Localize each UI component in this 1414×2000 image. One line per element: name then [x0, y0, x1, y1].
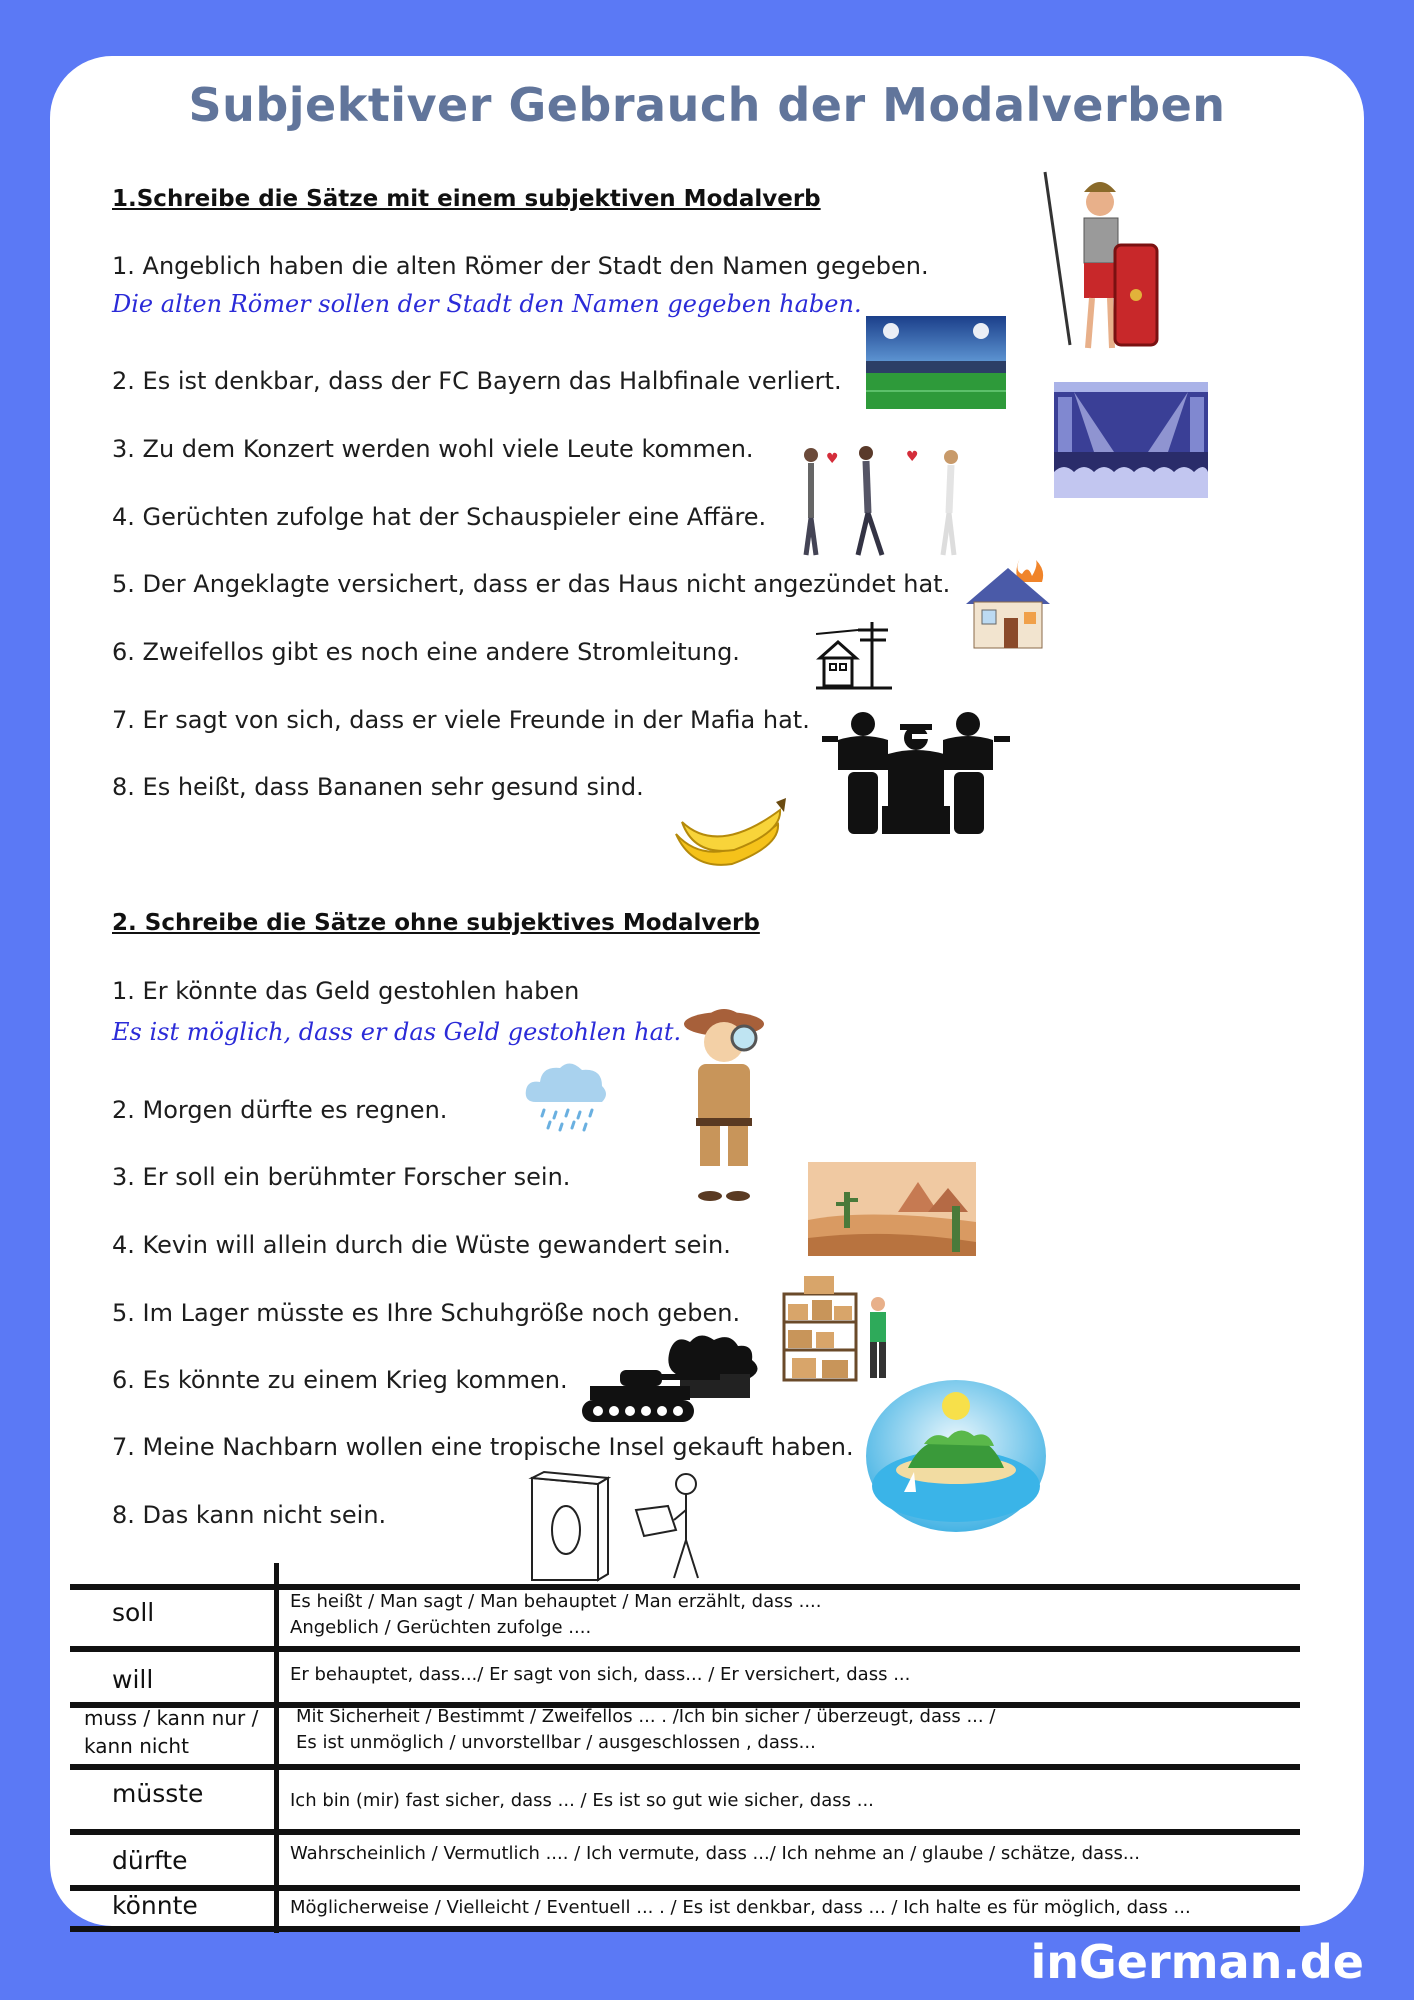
table-line — [70, 1926, 1300, 1932]
section1-heading: 1.Schreibe die Sätze mit einem subjektiven Modalverb — [112, 186, 821, 212]
modal-will: will — [112, 1665, 154, 1694]
s1-sentence-2: 2. Es ist denkbar, dass der FC Bayern das Halbfinale verliert. — [112, 367, 842, 395]
power-line-icon — [816, 620, 892, 690]
s1-example-answer: Die alten Römer sollen der Stadt den Namen gegeben haben. — [112, 290, 862, 318]
burning-house-icon — [962, 556, 1054, 652]
svg-text:♥: ♥ — [826, 451, 839, 467]
desc-muss-1: Mit Sicherheit / Bestimmt / Zweifellos ... . /Ich bin sicher / überzeugt, dass ... / — [296, 1706, 996, 1727]
table-line — [70, 1764, 1300, 1770]
brand-logo[interactable]: inGerman.de — [1030, 1935, 1364, 1989]
section2-heading: 2. Schreibe die Sätze ohne subjektives Modalverb — [112, 910, 760, 936]
box-sketch-icon — [528, 1470, 708, 1582]
modal-duerfte: dürfte — [112, 1846, 188, 1875]
s1-sentence-1: 1. Angeblich haben die alten Römer der Stadt den Namen gegeben. — [112, 252, 929, 280]
desc-muesste-1: Ich bin (mir) fast sicher, dass ... / Es ist so gut wie sicher, dass ... — [290, 1790, 874, 1811]
modal-muesste: müsste — [112, 1779, 204, 1808]
s2-example-answer: Es ist möglich, dass er das Geld gestohlen hat. — [112, 1018, 682, 1046]
page-title: Subjektiver Gebrauch der Modalverben — [188, 78, 1226, 132]
desc-soll-2: Angeblich / Gerüchten zufolge .... — [290, 1617, 592, 1638]
explorer-icon — [664, 994, 784, 1204]
table-line — [70, 1829, 1300, 1835]
modal-soll: soll — [112, 1598, 155, 1627]
modal-kann-nicht: kann nicht — [84, 1734, 189, 1758]
banana-icon — [672, 794, 792, 876]
desc-soll-1: Es heißt / Man sagt / Man behauptet / Man erzählt, dass .... — [290, 1591, 822, 1612]
desc-koennte-1: Möglicherweise / Vielleicht / Eventuell ... . / Es ist denkbar, dass ... / Ich halte es für möglich, dass ... — [290, 1897, 1191, 1918]
s2-sentence-5: 5. Im Lager müsste es Ihre Schuhgröße noch geben. — [112, 1299, 741, 1327]
concert-icon — [1054, 382, 1208, 498]
tropical-island-icon — [864, 1374, 1050, 1534]
desc-muss-2: Es ist unmöglich / unvorstellbar / ausgeschlossen , dass... — [296, 1732, 816, 1753]
s1-sentence-7: 7. Er sagt von sich, dass er viele Freunde in der Mafia hat. — [112, 706, 810, 734]
table-line — [70, 1646, 1300, 1652]
couple-affair-icon — [796, 443, 966, 558]
s2-sentence-6: 6. Es könnte zu einem Krieg kommen. — [112, 1366, 568, 1394]
tank-icon — [580, 1330, 774, 1428]
s1-sentence-6: 6. Zweifellos gibt es noch eine andere Stromleitung. — [112, 638, 740, 666]
s2-sentence-2: 2. Morgen dürfte es regnen. — [112, 1096, 448, 1124]
rain-cloud-icon — [522, 1058, 610, 1138]
desc-will-1: Er behauptet, dass.../ Er sagt von sich, dass... / Er versichert, dass ... — [290, 1664, 911, 1685]
s2-sentence-3: 3. Er soll ein berühmter Forscher sein. — [112, 1163, 571, 1191]
svg-text:♥: ♥ — [906, 449, 919, 465]
modal-muss: muss / kann nur / — [84, 1706, 259, 1730]
roman-soldier-icon — [1040, 170, 1170, 355]
s1-sentence-4: 4. Gerüchten zufolge hat der Schauspieler eine Affäre. — [112, 503, 767, 531]
s2-sentence-4: 4. Kevin will allein durch die Wüste gewandert sein. — [112, 1231, 731, 1259]
table-divider — [274, 1563, 279, 1933]
warehouse-icon — [782, 1274, 892, 1382]
s2-sentence-1: 1. Er könnte das Geld gestohlen haben — [112, 977, 580, 1005]
desert-icon — [808, 1162, 976, 1256]
modal-koennte: könnte — [112, 1891, 198, 1920]
mafia-icon — [818, 710, 1014, 836]
s2-sentence-7: 7. Meine Nachbarn wollen eine tropische Insel gekauft haben. — [112, 1433, 854, 1461]
desc-duerfte-1: Wahrscheinlich / Vermutlich .... / Ich vermute, dass .../ Ich nehme an / glaube / schätze, dass... — [290, 1843, 1140, 1864]
s2-sentence-8: 8. Das kann nicht sein. — [112, 1501, 387, 1529]
s1-sentence-8: 8. Es heißt, dass Bananen sehr gesund sind. — [112, 773, 644, 801]
s1-sentence-5: 5. Der Angeklagte versichert, dass er das Haus nicht angezündet hat. — [112, 570, 951, 598]
s1-sentence-3: 3. Zu dem Konzert werden wohl viele Leute kommen. — [112, 435, 754, 463]
stadium-icon — [866, 316, 1006, 409]
table-line — [70, 1885, 1300, 1891]
